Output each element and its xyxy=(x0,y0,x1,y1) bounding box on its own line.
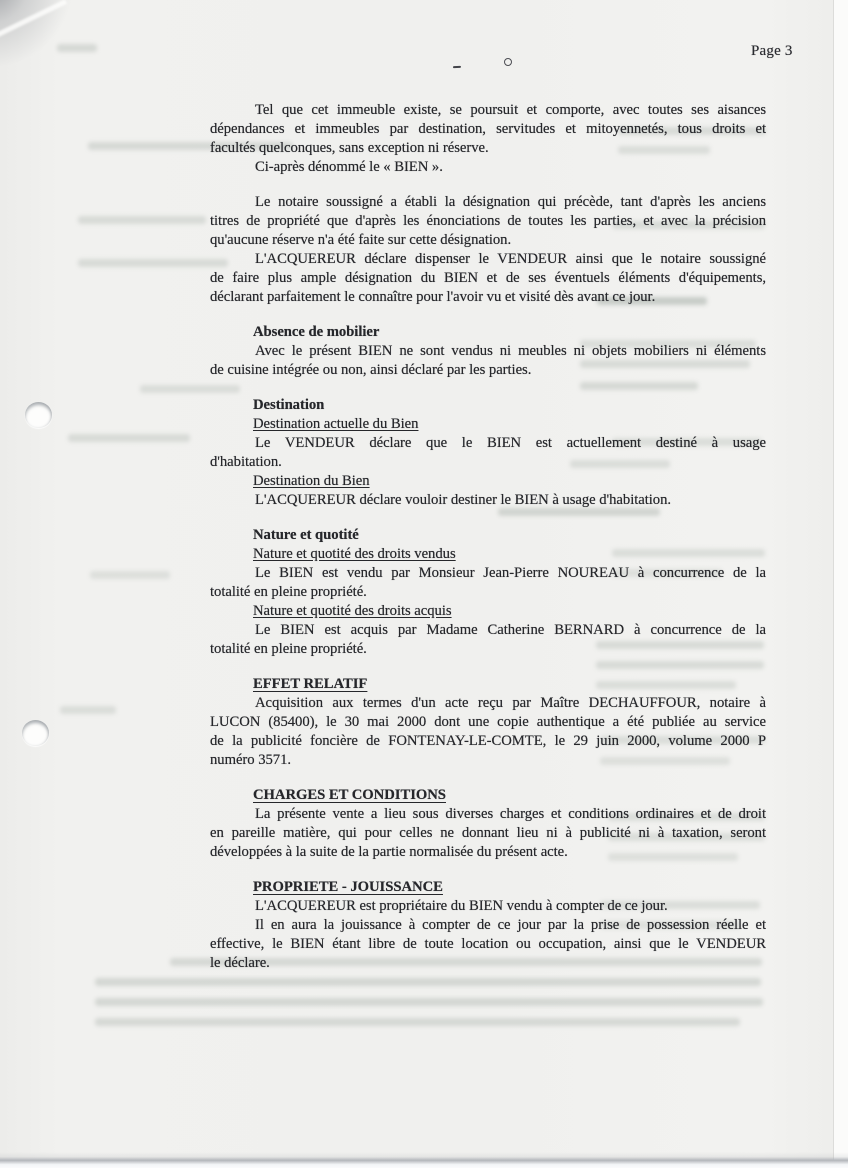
text-line: titres de propriété que d'après les énonciations de toutes les parties, et avec la précision xyxy=(210,213,766,229)
ink-bleed-mark xyxy=(78,259,228,267)
text-line: développées à la suite de la partie normalisée du présent acte. xyxy=(210,844,568,860)
text-line: Il en aura la jouissance à compter de ce jour par la prise de possession réelle et xyxy=(255,917,766,933)
text-line: La présente vente a lieu sous diverses charges et conditions ordinaires et de droit xyxy=(255,806,766,822)
text-line: en pareille matière, qui pour celles ne donnant lieu ni à publicité ni à taxation, seront xyxy=(210,825,766,841)
text-line: Ci-après dénommé le « BIEN ». xyxy=(255,159,443,175)
text-line: effective, le BIEN étant libre de toute location ou occupation, ainsi que le VENDEUR xyxy=(210,936,766,952)
text-line: Le notaire soussigné a établi la désignation qui précède, tant d'après les anciens xyxy=(255,194,766,210)
text-line: le déclare. xyxy=(210,955,270,971)
text-line: d'habitation. xyxy=(210,454,282,470)
section-heading: Nature et quotité des droits acquis xyxy=(253,603,452,619)
ink-bleed-mark xyxy=(95,1018,740,1026)
ink-bleed-mark xyxy=(68,434,190,442)
text-line: totalité en pleine propriété. xyxy=(210,584,367,600)
text-line: L'ACQUEREUR est propriétaire du BIEN vendu à compter de ce jour. xyxy=(255,898,668,914)
section-heading: EFFET RELATIF xyxy=(253,676,368,692)
section-heading: Absence de mobilier xyxy=(253,324,380,340)
ink-bleed-mark xyxy=(90,571,170,579)
text-line: de faire plus ample désignation du BIEN et de ses éventuels éléments d'équipements, xyxy=(210,270,766,286)
text-line: Tel que cet immeuble existe, se poursuit et comporte, avec toutes ses aisances xyxy=(255,102,766,118)
pen-mark-dash xyxy=(453,66,461,69)
text-line: Avec le présent BIEN ne sont vendus ni meubles ni objets mobiliers ni éléments xyxy=(255,343,766,359)
text-line: L'ACQUEREUR déclare dispenser le VENDEUR ainsi que le notaire soussigné xyxy=(255,251,766,267)
ink-bleed-mark xyxy=(95,998,763,1006)
document-body xyxy=(210,101,766,973)
section-heading: Destination actuelle du Bien xyxy=(253,416,419,432)
paper-edge-bottom xyxy=(0,1152,848,1168)
section-heading: Destination du Bien xyxy=(253,473,370,489)
scan-edge-right xyxy=(833,0,848,1168)
pen-mark-ring xyxy=(504,58,512,66)
text-line: facultés quelconques, sans exception ni réserve. xyxy=(210,140,489,156)
text-line: numéro 3571. xyxy=(210,752,291,768)
section-heading: Nature et quotité des droits vendus xyxy=(253,546,456,562)
hole-punch-top xyxy=(25,402,52,428)
text-line: L'ACQUEREUR déclare vouloir destiner le BIEN à usage d'habitation. xyxy=(255,492,671,508)
text-line: Le BIEN est acquis par Madame Catherine BERNARD à concurrence de la xyxy=(255,622,766,638)
page-number: Page 3 xyxy=(751,43,793,59)
hole-punch-bottom xyxy=(22,720,49,746)
section-heading: Destination xyxy=(253,397,325,413)
text-line: qu'aucune réserve n'a été faite sur cette désignation. xyxy=(210,232,512,248)
text-line: totalité en pleine propriété. xyxy=(210,641,367,657)
text-line: dépendances et immeubles par destination, servitudes et mitoyennetés, tous droits et xyxy=(210,121,766,137)
section-heading: CHARGES ET CONDITIONS xyxy=(253,787,446,803)
text-line: de cuisine intégrée ou non, ainsi déclaré par les parties. xyxy=(210,362,532,378)
text-line: Le VENDEUR déclare que le BIEN est actuellement destiné à usage xyxy=(255,435,766,451)
text-line: déclarant parfaitement le connaître pour l'avoir vu et visité dès avant ce jour. xyxy=(210,289,656,305)
text-line: de la publicité foncière de FONTENAY-LE-COMTE, le 29 juin 2000, volume 2000 P xyxy=(210,733,766,749)
ink-bleed-mark xyxy=(95,978,761,986)
ink-bleed-mark xyxy=(57,44,97,52)
ink-bleed-mark xyxy=(60,706,116,714)
text-line: Le BIEN est vendu par Monsieur Jean-Pierre NOUREAU à concurrence de la xyxy=(255,565,766,581)
text-line: Acquisition aux termes d'un acte reçu par Maître DECHAUFFOUR, notaire à xyxy=(255,695,766,711)
section-heading: PROPRIETE - JOUISSANCE xyxy=(253,879,443,895)
section-heading: Nature et quotité xyxy=(253,527,359,543)
text-line: LUCON (85400), le 30 mai 2000 dont une copie authentique a été publiée au service xyxy=(210,714,766,730)
ink-bleed-mark xyxy=(78,216,206,224)
